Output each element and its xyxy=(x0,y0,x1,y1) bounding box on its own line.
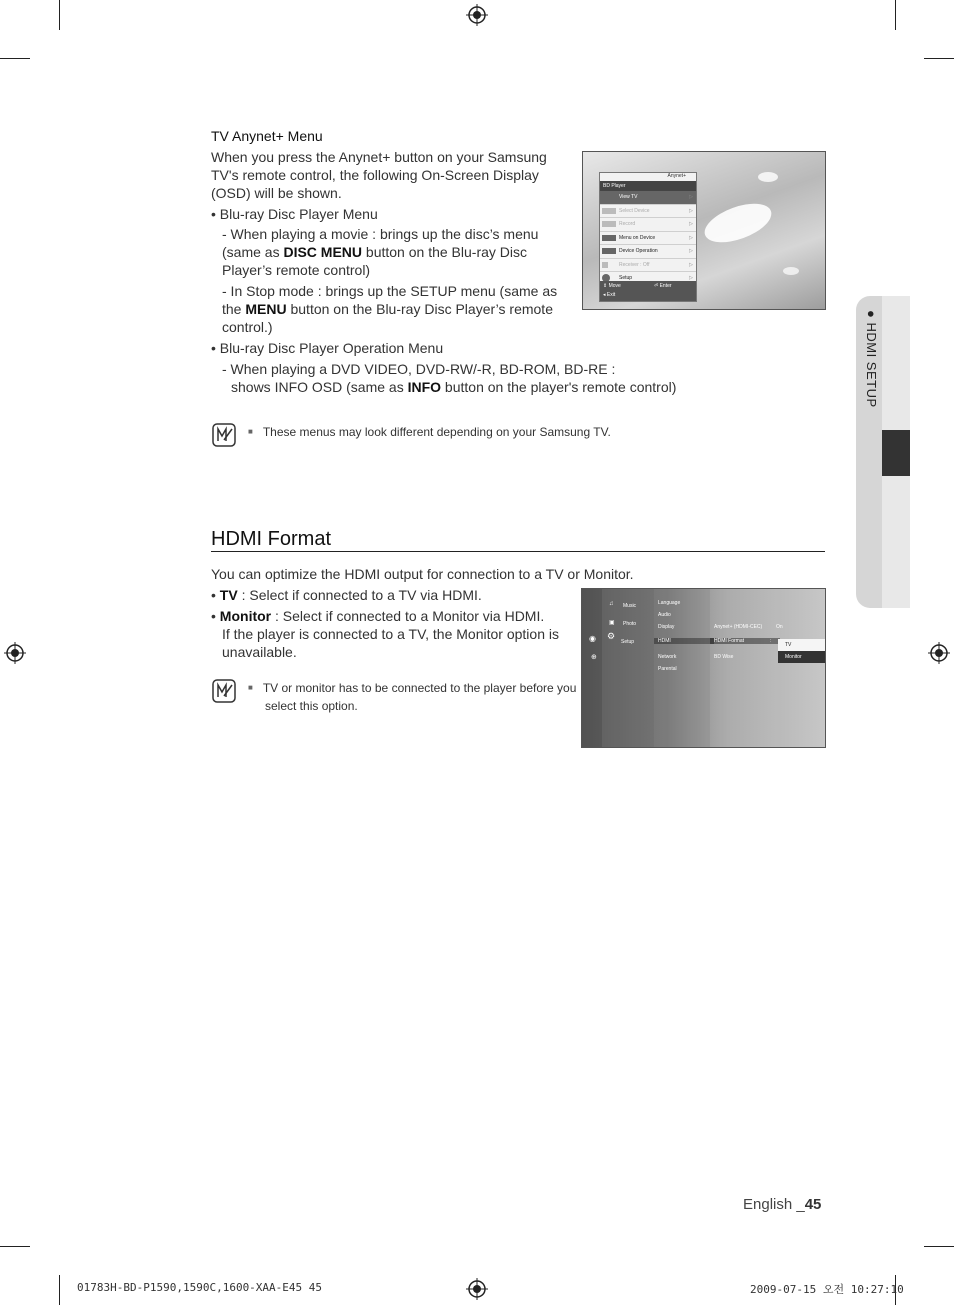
bold-term: MENU xyxy=(245,301,287,317)
arrow-right-icon: ▷ xyxy=(689,261,693,268)
tv-icon xyxy=(602,194,616,200)
setting-label-selected[interactable]: HDMI Format xyxy=(710,638,780,644)
registration-mark-icon xyxy=(928,642,950,664)
monitor-detail: If the player is connected to a TV, the Monitor option is xyxy=(222,626,559,642)
bold-term: INFO xyxy=(407,379,442,395)
text-fragment: - When playing a movie : brings up the disc’s menu (same as xyxy=(222,226,539,260)
osd-row-label: Device Operation xyxy=(619,248,658,254)
osd-row-label: Setup xyxy=(619,275,633,281)
doc-code: 01783H-BD-P1590,1590C,1600-XAA-E45 45 xyxy=(77,1281,323,1294)
gear-icon: ⚙ xyxy=(607,631,616,641)
exit-label: Exit xyxy=(606,292,616,298)
note-icon xyxy=(212,679,236,703)
device-icon xyxy=(602,208,616,214)
note-content: TV or monitor has to be connected to the player before you xyxy=(262,681,577,695)
osd-header: BD Player xyxy=(600,181,696,191)
text-fragment: - In Stop mode : brings up the SETUP menu (same as the xyxy=(222,283,558,317)
move-label: Move xyxy=(608,283,621,289)
bullet-bd-menu: • Blu-ray Disc Player Menu xyxy=(211,206,378,222)
popup-option-monitor[interactable] xyxy=(778,651,825,663)
monitor-detail: unavailable. xyxy=(222,644,297,660)
format-popup xyxy=(778,639,825,663)
text-fragment: button on the Blu-ray Disc Player’s remote control) xyxy=(222,244,528,278)
menu-icon xyxy=(602,235,616,241)
bullet-monitor: • Monitor : Select if connected to a Monitor via HDMI. xyxy=(211,608,545,624)
setting-value: On xyxy=(776,624,783,630)
tv-anynet-heading: TV Anynet+ Menu xyxy=(211,128,323,144)
side-tab-label xyxy=(861,310,879,420)
osd-footer xyxy=(600,281,696,301)
bird-image xyxy=(700,196,777,250)
submenu-item[interactable]: Network xyxy=(658,654,677,660)
bullet-tv: • TV : Select if connected to a TV via HDMI. xyxy=(211,587,482,603)
hdmi-format-screenshot xyxy=(581,588,826,748)
note-icon xyxy=(212,423,236,447)
arrow-right-icon: ▷ xyxy=(689,207,693,214)
popup-option-tv[interactable] xyxy=(778,639,825,651)
submenu-item[interactable]: Language xyxy=(658,600,681,606)
setting-label[interactable]: BD Wise xyxy=(714,654,734,660)
print-timestamp: 2009-07-15 오전 10:27:10 xyxy=(750,1283,904,1296)
music-icon: ♫ xyxy=(609,601,614,607)
sub-item-playing xyxy=(222,225,574,279)
crop-mark xyxy=(59,0,60,30)
submenu-item[interactable]: Parental xyxy=(658,666,677,672)
bird-image xyxy=(783,267,799,275)
osd-row[interactable] xyxy=(600,191,696,205)
disc-icon: ◉ xyxy=(589,634,596,643)
crop-mark xyxy=(0,1246,30,1247)
square-bullet-icon: ■ xyxy=(248,683,253,692)
note-text xyxy=(248,423,611,441)
osd-row-label: View TV xyxy=(619,194,638,200)
title-rule xyxy=(211,551,825,552)
popup-option-label: TV xyxy=(785,642,792,648)
setting-label[interactable]: Anynet+ (HDMI-CEC) xyxy=(714,624,763,630)
submenu-item[interactable]: Display xyxy=(658,624,675,630)
bird-image xyxy=(758,172,778,182)
side-tab-text: ● HDMI SETUP xyxy=(864,310,879,408)
text-fragment: : Select if connected to a TV via HDMI. xyxy=(237,587,482,603)
registration-mark-icon xyxy=(466,1278,488,1300)
exit-hint: ◂ Exit xyxy=(603,292,616,298)
bullet-bd-operation: • Blu-ray Disc Player Operation Menu xyxy=(211,340,444,356)
operation-icon xyxy=(602,248,616,254)
osd-row[interactable] xyxy=(600,259,696,273)
arrow-right-icon: ▷ xyxy=(689,248,693,254)
text-fragment: button on the player's remote control) xyxy=(441,379,677,395)
anynet-osd-screenshot xyxy=(582,151,826,310)
osd-row-label: Receiver : Off xyxy=(619,261,650,268)
tv-anynet-intro: When you press the Anynet+ button on your Samsung TV's remote control, the following On-Screen Display (OSD) will be shown. xyxy=(211,149,547,201)
enter-label: Enter xyxy=(659,283,672,289)
photo-icon: ▣ xyxy=(609,620,615,626)
section-title: HDMI Format xyxy=(211,528,331,550)
osd-row-label: Menu on Device xyxy=(619,234,656,241)
page-num-value: 45 xyxy=(804,1196,822,1213)
osd-row[interactable] xyxy=(600,205,696,219)
move-hint: ⇕ Move xyxy=(603,283,621,289)
text-fragment: : Select if connected to a Monitor via HDMI. xyxy=(271,608,545,624)
receiver-icon xyxy=(602,262,608,268)
arrow-right-icon: ▷ xyxy=(689,275,693,281)
side-tab-marker xyxy=(882,430,910,476)
sub-item-dvd-line2 xyxy=(231,378,676,396)
arrow-right-icon: ▷ xyxy=(689,194,693,200)
text-fragment: shows INFO OSD (same as xyxy=(231,379,408,395)
bold-term: Monitor xyxy=(219,608,272,624)
osd-row[interactable] xyxy=(600,245,696,259)
registration-mark-icon xyxy=(466,4,488,26)
menu-rail xyxy=(582,589,602,747)
arrow-right-icon: ▷ xyxy=(689,234,693,241)
page-number xyxy=(743,1196,821,1213)
osd-row[interactable] xyxy=(600,232,696,246)
setting-value: : xyxy=(770,638,772,644)
menu-column xyxy=(602,589,654,747)
menu-item[interactable]: Setup xyxy=(621,639,635,645)
submenu-item-selected[interactable]: HDMI xyxy=(654,638,714,644)
menu-item[interactable]: Music xyxy=(623,603,637,609)
text-fragment: button on the Blu-ray Disc Player’s remote control.) xyxy=(222,301,553,335)
anynet-logo: Anynet+ xyxy=(667,173,686,179)
crop-mark xyxy=(924,58,954,59)
page-language: English _ xyxy=(743,1196,805,1213)
note-text: select this option. xyxy=(265,699,358,713)
osd-row[interactable] xyxy=(600,218,696,232)
arrow-right-icon: ▷ xyxy=(689,221,693,227)
submenu-item[interactable]: Audio xyxy=(658,612,671,618)
popup-option-label: Monitor xyxy=(785,654,802,660)
crop-mark xyxy=(895,0,896,30)
square-bullet-icon: ■ xyxy=(248,427,253,436)
crop-mark xyxy=(0,58,30,59)
hdmi-intro: You can optimize the HDMI output for connection to a TV or Monitor. xyxy=(211,566,634,582)
osd-row-label: Select Device xyxy=(619,207,650,214)
note-text xyxy=(248,679,576,697)
registration-mark-icon xyxy=(4,642,26,664)
osd-row-label: Record xyxy=(619,221,636,227)
osd-menu xyxy=(599,172,697,302)
detail-panel xyxy=(710,589,825,747)
note-content: These menus may look different depending on your Samsung TV. xyxy=(262,425,611,439)
menu-item[interactable]: Photo xyxy=(623,621,637,627)
bold-term: DISC MENU xyxy=(283,244,363,260)
crop-mark xyxy=(924,1246,954,1247)
sub-item-stop xyxy=(222,282,574,336)
globe-icon: ⊕ xyxy=(591,654,597,661)
crop-mark xyxy=(59,1275,60,1305)
record-icon xyxy=(602,221,616,227)
sub-item-dvd: - When playing a DVD VIDEO, DVD-RW/-R, BD-ROM, BD-RE : xyxy=(222,361,616,377)
enter-hint: ⏎ Enter xyxy=(654,283,672,289)
bold-term: TV xyxy=(219,587,238,603)
